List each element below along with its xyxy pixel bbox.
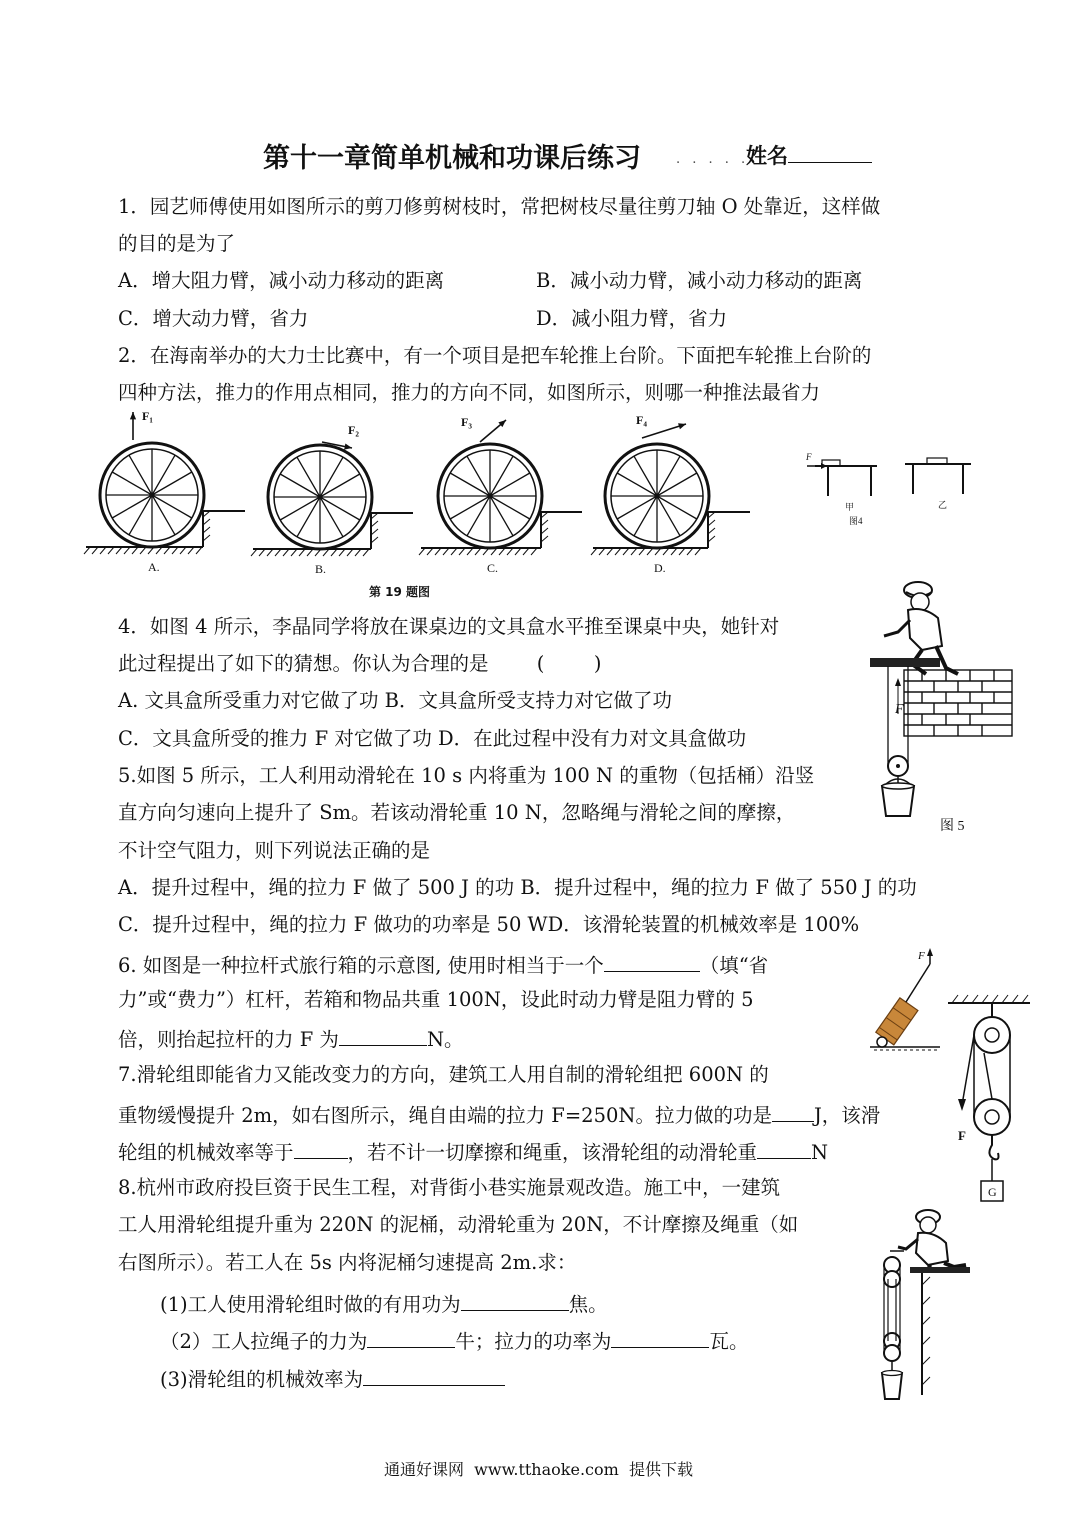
name-blank [788,140,872,163]
pulley-block-figure [948,995,1038,1215]
q7-text-2b: J，该滑 [813,1104,881,1127]
q1-option-b: B．减小动力臂，减小动力移动的距离 [536,269,863,292]
wheel-figure-1 [84,409,245,574]
q6-line2: 力”或“费力”）杠杆，若箱和物品共重 100N，设此时动力臂是阻力臂的 5 [118,988,754,1011]
q5-stem-line3: 不计空气阻力，则下列说法正确的是 [118,839,431,862]
q6-line3 [118,1025,464,1052]
q7-blank-efficiency [294,1138,348,1159]
q4-answer-paren: ( ) [536,652,602,675]
q8-sub3-text: (3)滑轮组的机械效率为 [160,1368,364,1391]
name-label: 姓名 [746,144,788,168]
figure-4-label-yi: 乙 [938,500,948,510]
q4-stem-line1: 4．如图 4 所示，李晶同学将放在课桌边的文具盒水平推至课桌中央，她针对 [118,615,780,638]
q7-text-3b: ，若不计一切摩擦和绳重，该滑轮组的动滑轮重 [347,1141,758,1164]
suitcase-lever-figure [860,950,950,1060]
wheel-figure-3 [419,415,582,575]
q2-stem-line2: 四种方法，推力的作用点相同，推力的方向不同，如图所示，则哪一种推法最省力 [118,381,821,404]
suitcase-label-f: F [918,950,925,962]
wheel-figure-caption: 第 19 题图 [369,585,431,599]
q7-blank-pulley-weight [757,1138,811,1159]
q8-blank-useful-work [461,1290,569,1311]
figure-4-desks [795,448,985,538]
q1-option-c: C．增大动力臂，省力 [118,307,309,330]
q1-stem-line1: 1．园艺师傅使用如图所示的剪刀修剪树枝时，常把树枝尽量往剪刀轴 O 处靠近，这样做 [118,195,881,218]
q8-sub2-text: （2）工人拉绳子的力为 [160,1330,368,1353]
figure-4-label-f: F [806,452,812,462]
q6-text-3b: N。 [426,1028,464,1051]
figure-5-caption: 图 5 [940,819,965,834]
worker-pulley-figure [870,1205,980,1405]
q1-option-d: D．减小阻力臂，省力 [536,307,728,330]
force-label-1: F₁ [142,409,153,423]
q7-line3 [118,1138,828,1165]
q5-stem-line1: 5.如图 5 所示，工人利用动滑轮在 10 s 内将重为 100 N 的重物（包括桶）沿竖 [118,764,815,787]
force-label-4: F₄ [636,413,647,427]
q7-line1: 7.滑轮组即能省力又能改变力的方向，建筑工人用自制的滑轮组把 600N 的 [118,1063,769,1086]
q8-sub1 [160,1290,608,1317]
figure-5-label-f: F [895,702,904,717]
name-field [746,140,872,170]
page-footer: 通通好课网 www.tthaoke.com 提供下载 [384,1460,693,1479]
q8-sub2-mid: 牛；拉力的功率为 [455,1330,612,1353]
q6-text-1a: 6. 如图是一种拉杆式旅行箱的示意图, 使用时相当于一个 [118,954,604,977]
wheel-figure-4 [591,413,750,575]
wheel-figure-2 [251,423,413,576]
page-title: 第十一章简单机械和功课后练习 [263,143,641,174]
pulley-block-label-f: F [958,1128,966,1143]
q7-text-3a: 轮组的机械效率等于 [118,1141,294,1164]
q4-options-ab: A. 文具盒所受重力对它做了功 B．文具盒所受支持力对它做了功 [118,689,673,712]
q8-line3: 右图所示）。若工人在 5s 内将泥桶匀速提高 2m.求： [118,1251,577,1274]
figure-4-label-jia: 甲 [845,502,855,512]
q6-text-1b: （填“省 [699,954,769,977]
q7-text-2a: 重物缓慢提升 2m，如右图所示，绳自由端的拉力 F=250N。拉力做的功是 [118,1104,772,1127]
q4-stem-text: 此过程提出了如下的猜想。你认为合理的是 [118,652,489,675]
wheel-option-label-3: C. [487,561,499,575]
q4-options-cd: C．文具盒所受的推力 F 对它做了功 D．在此过程中没有力对文具盒做功 [118,727,747,750]
force-label-3: F₃ [461,415,472,429]
q6-blank-force [339,1025,427,1046]
q6-text-3a: 倍，则抬起拉杆的力 F 为 [118,1028,339,1051]
q8-blank-power [611,1327,709,1348]
force-label-2: F₂ [348,423,359,437]
q7-line2 [118,1101,880,1128]
wheel-option-label-2: B. [315,562,327,576]
title-dots: . . . . . [676,152,750,167]
pulley-block-label-g: G [988,1185,997,1199]
figure-4-caption: 图4 [849,516,863,526]
q8-sub2 [160,1327,748,1354]
q8-blank-efficiency [363,1365,505,1386]
q1-option-a: A．增大阻力臂，减小动力移动的距离 [118,269,445,292]
q7-blank-work [772,1101,814,1122]
q2-stem-line1: 2．在海南举办的大力士比赛中，有一个项目是把车轮推上台阶。下面把车轮推上台阶的 [118,344,872,367]
q8-line1: 8.杭州市政府投巨资于民生工程，对背街小巷实施景观改造。施工中，一建筑 [118,1176,781,1199]
q5-options-ab: A．提升过程中，绳的拉力 F 做了 500 J 的功 B．提升过程中，绳的拉力 F 做了 550 J 的功 [118,876,917,899]
q5-options-cd: C．提升过程中，绳的拉力 F 做功的功率是 50 WD．该滑轮装置的机械效率是 100% [118,913,860,936]
q6-blank-lever-type [604,951,700,972]
q7-text-3c: N [811,1141,829,1164]
figure-5-worker-pulley [862,578,1032,818]
q8-line2: 工人用滑轮组提升重为 220N 的泥桶，动滑轮重为 20N，不计摩擦及绳重（如 [118,1213,799,1236]
q6-line1 [118,951,768,978]
q4-stem-line2 [118,652,602,676]
q8-sub2-unit: 瓦。 [709,1330,749,1353]
wheel-option-label-4: D. [654,561,666,575]
q8-sub1-unit: 焦。 [568,1293,608,1316]
q8-blank-pull-force [367,1327,455,1348]
q8-sub3 [160,1365,505,1392]
wheel-option-label-1: A. [148,560,160,574]
q8-sub1-text: (1)工人使用滑轮组时做的有用功为 [160,1293,461,1316]
q5-stem-line2: 直方向匀速向上提升了 Sm。若该动滑轮重 10 N，忽略绳与滑轮之间的摩擦， [118,801,796,824]
q1-stem-line2: 的目的是为了 [118,232,236,255]
